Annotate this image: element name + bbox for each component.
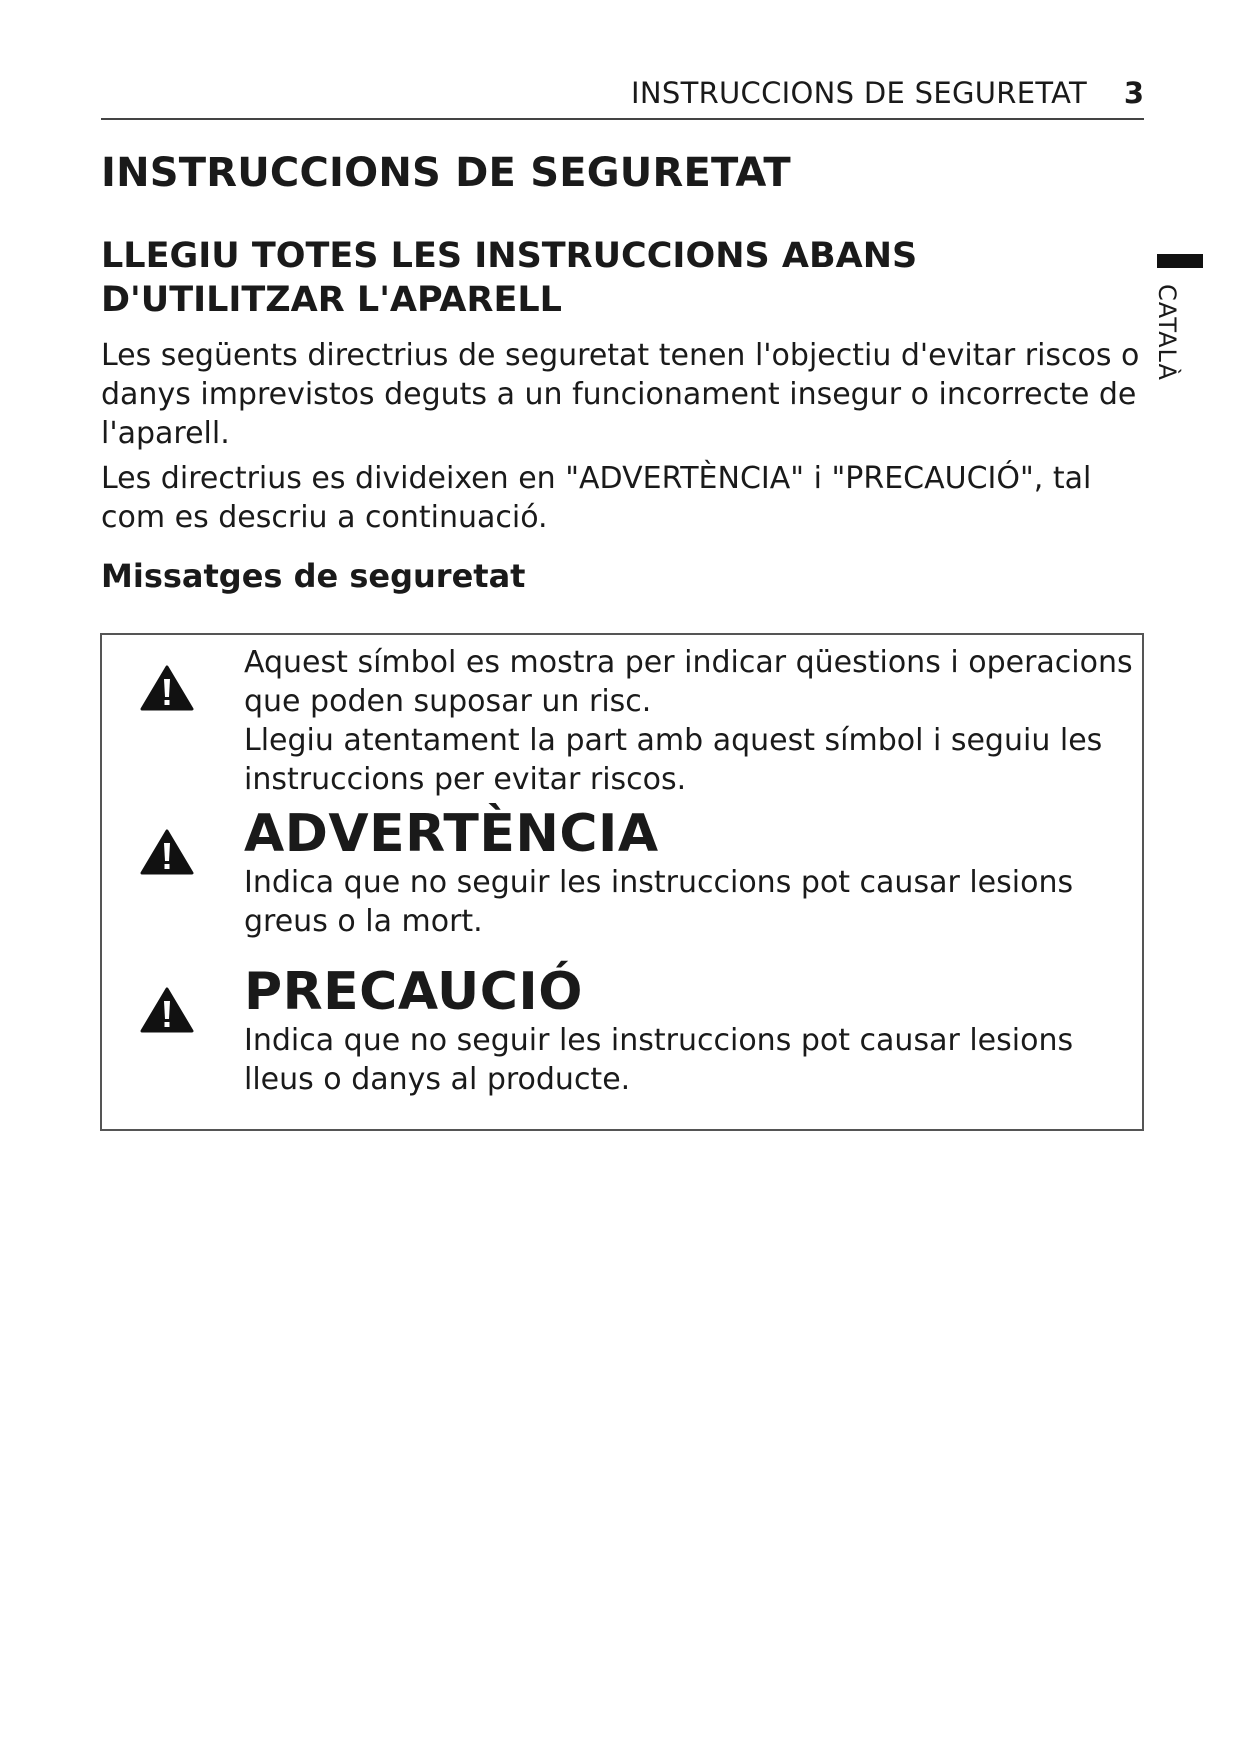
- caution-label: PRECAUCIÓ: [244, 962, 583, 1022]
- symbol-explanation-line: Aquest símbol es mostra per indicar qüestions i operacions que poden suposar un risc.: [244, 645, 1133, 719]
- caution-description: Indica que no seguir les instruccions pot causar lesions lleus o danys al producte.: [244, 1023, 1074, 1097]
- symbol-explanation-line: Llegiu atentament la part amb aquest símbol i seguiu les instruccions per evitar riscos.: [244, 723, 1103, 797]
- warning-triangle-icon: [140, 987, 194, 1033]
- caution-text-block: [244, 963, 1134, 1099]
- language-tab-marker: [1157, 254, 1203, 268]
- intro-paragraph: Les directrius es divideixen en "ADVERTÈNCIA" i "PRECAUCIÓ", tal com es descriu a continuació.: [101, 461, 1092, 535]
- language-tab-label: CATALÀ: [1153, 284, 1181, 381]
- page-number: 3: [1123, 76, 1144, 110]
- warning-description: Indica que no seguir les instruccions pot causar lesions greus o la mort.: [244, 865, 1074, 939]
- section-heading: LLEGIU TOTES LES INSTRUCCIONS ABANS D'UTILITZAR L'APARELL: [101, 236, 918, 320]
- intro-text: [101, 336, 1151, 543]
- page-title: INSTRUCCIONS DE SEGURETAT: [101, 150, 791, 196]
- safety-messages-heading: Missatges de seguretat: [101, 557, 526, 595]
- header-title: INSTRUCCIONS DE SEGURETAT: [631, 76, 1087, 110]
- safety-messages-box: [100, 633, 1144, 1131]
- symbol-explanation-text: [244, 643, 1134, 799]
- intro-paragraph: Les següents directrius de seguretat tenen l'objectiu d'evitar riscos o danys imprevistos deguts a un funcionament insegur o incorrecte de l'aparell.: [101, 338, 1140, 451]
- warning-triangle-icon: [140, 665, 194, 711]
- warning-label: ADVERTÈNCIA: [244, 804, 659, 864]
- warning-text-block: [244, 805, 1134, 941]
- page-header: [101, 70, 1144, 120]
- warning-triangle-icon: [140, 829, 194, 875]
